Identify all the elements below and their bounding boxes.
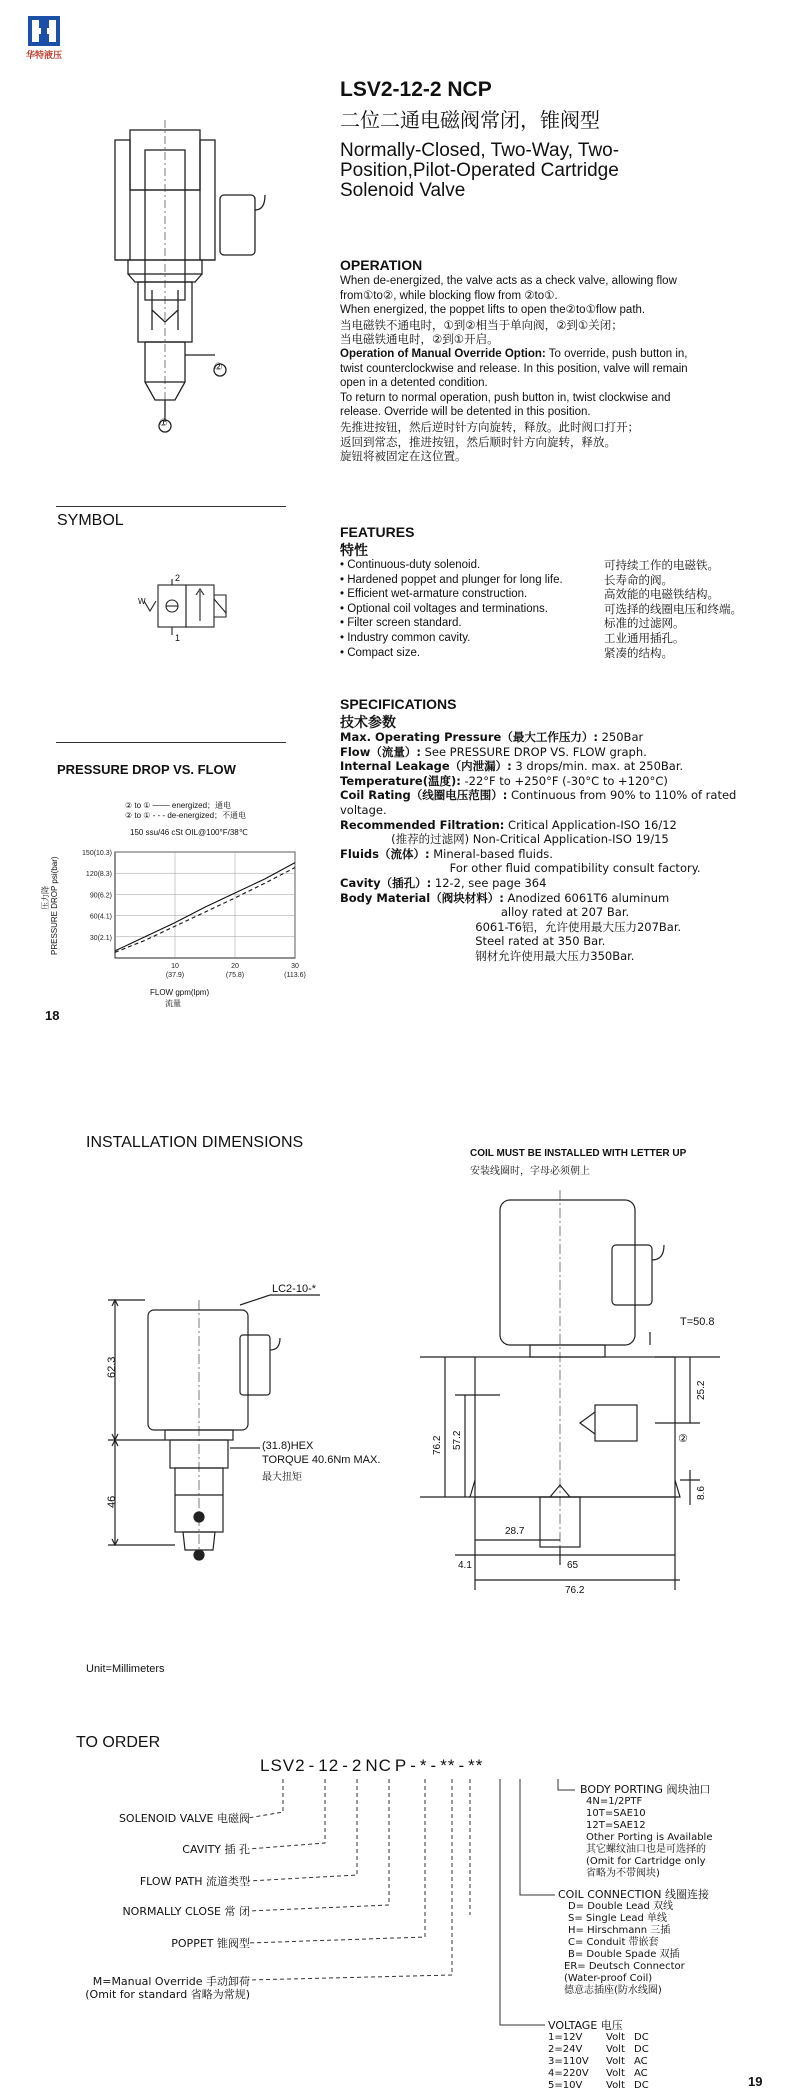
spec-key: Cavity（插孔）: <box>340 875 432 890</box>
spec-key: Fluids（流体）: <box>340 846 430 861</box>
override-line: 旋钮将被固定在这位置。 <box>340 449 467 464</box>
spec-key: Coil Rating（线圈电压范围）: <box>340 788 508 803</box>
order-code-segment: - <box>308 1756 316 1775</box>
override-line: release. Override will be detented in this position. <box>340 406 591 419</box>
feature-cn: 长寿命的阀。 <box>604 572 673 587</box>
features-heading-cn: 特性 <box>340 543 368 559</box>
order-label: SOLENOID VALVE 电磁阀 <box>118 1812 250 1825</box>
spec-value: (推荐的过滤网) Non-Critical Application-ISO 19/15 <box>340 832 669 847</box>
feature-en: • Hardened poppet and plunger for long life. <box>340 573 563 586</box>
chart-y-tick: 120(8.3) <box>85 871 112 879</box>
chart-y-tick: 60(4.1) <box>89 913 112 921</box>
chart-y-tick: 30(2.1) <box>89 934 112 942</box>
title-cn: 二位二通电磁阀常闭，锥阀型 <box>340 108 600 132</box>
chart-y-tick: 150(10.3) <box>82 850 112 857</box>
coil-connection-option: C= Conduit 带嵌套 <box>568 1937 659 1948</box>
symbol-heading: SYMBOL <box>57 512 124 529</box>
dim-25-2: 25.2 <box>696 1380 707 1400</box>
order-code-segment: ** <box>468 1756 484 1775</box>
override-line: twist counterclockwise and release. In this position, valve will remain <box>340 362 688 375</box>
voltage-cell: Volt <box>606 2080 625 2091</box>
chart-x-tick-sub: (113.6) <box>284 972 306 979</box>
feature-en: • Efficient wet-armature construction. <box>340 588 528 601</box>
override-heading: Operation of Manual Override Option: <box>340 347 546 360</box>
override-line: 返回到常态，推进按钮，然后顺时针方向旋转，释放。 <box>340 434 616 449</box>
voltage-cell: 1=12V <box>548 2032 583 2043</box>
body-porting-option: Other Porting is Available <box>586 1832 713 1843</box>
hex-label: (31.8)HEX <box>262 1440 314 1452</box>
graph-heading: PRESSURE DROP VS. FLOW <box>57 762 236 777</box>
order-code-segment: 12 <box>318 1756 340 1775</box>
dim-46: 46 <box>106 1495 118 1508</box>
title-en-3: Solenoid Valve <box>340 180 466 201</box>
spec-value: -22°F to +250°F (-30°C to +120°C) <box>460 773 668 788</box>
spec-key: Temperature(温度): <box>340 773 461 788</box>
body-porting-option: (Omit for Cartridge only <box>586 1856 706 1867</box>
operation-line: 当电磁铁通电时，②到①开启。 <box>340 332 499 347</box>
dim-76-2-v: 76.2 <box>432 1435 443 1455</box>
dim-65: 65 <box>567 1560 579 1571</box>
feature-cn: 可选择的线圈电压和终端。 <box>604 601 742 616</box>
order-label: M=Manual Override 手动卸荷 <box>92 1975 250 1988</box>
graph-condition: 150 ssu/46 cSt OIL@100°F/38℃ <box>130 828 248 837</box>
spec-value: 3 drops/min. max. at 250Bar. <box>511 759 684 774</box>
coil-connection-option: B= Double Spade 双插 <box>568 1949 680 1960</box>
dim-8-6: 8.6 <box>696 1486 707 1500</box>
dim-t-50-8: T=50.8 <box>680 1316 715 1328</box>
spec-key: Recommended Filtration: <box>340 817 505 832</box>
port-1-label: ① <box>159 418 168 429</box>
feature-en: • Industry common cavity. <box>340 631 471 644</box>
voltage-cell: DC <box>634 2032 649 2043</box>
voltage-option <box>548 2032 678 2044</box>
order-code-segment: - <box>410 1756 417 1775</box>
operation-line: 当电磁铁不通电时，①到②相当于单向阀，②到①关闭； <box>340 317 623 332</box>
spec-value: 250Bar <box>597 730 644 744</box>
spec-key: Max. Operating Pressure（最大工作压力）: <box>340 730 598 744</box>
port-2-label: ② <box>214 362 223 373</box>
symbol-w-label: W <box>138 597 146 606</box>
torque-label-cn: 最大扭矩 <box>262 1472 302 1483</box>
override-line: To override, push button in, <box>545 347 688 360</box>
order-label: POPPET 锥阀型 <box>171 1937 250 1950</box>
spec-key: Body Material（阀块材料）: <box>340 890 504 905</box>
order-code-segment: - <box>430 1756 438 1775</box>
graph-xlabel-cn: 流量 <box>165 999 181 1008</box>
spec-value: See PRESSURE DROP VS. FLOW graph. <box>420 744 647 759</box>
feature-cn: 工业通用插孔。 <box>604 630 685 645</box>
body-porting-option: 其它螺纹油口也是可选择的 <box>586 1844 706 1855</box>
dim-62-3: 62.3 <box>106 1356 118 1378</box>
order-code-segment: ** <box>440 1756 456 1775</box>
graph-legend-deenergized: ② to ① - - - de-energized；不通电 <box>125 811 247 820</box>
body-porting-heading: BODY PORTING 阀块油口 <box>580 1783 711 1796</box>
torque-label: TORQUE 40.6Nm MAX. <box>262 1454 381 1466</box>
page-number-18: 18 <box>45 1008 60 1023</box>
coil-connection-options <box>558 1889 709 1997</box>
graph-legend-energized: ② to ① ─── energized；通电 <box>125 801 232 810</box>
spec-value: alloy rated at 207 Bar. <box>340 905 630 920</box>
symbol-port-1: 1 <box>175 633 181 643</box>
graph-xlabel: FLOW gpm(lpm) <box>150 988 210 997</box>
order-code-segment: NC <box>365 1756 392 1775</box>
voltage-option <box>548 2080 678 2092</box>
order-label: CAVITY 插 孔 <box>182 1843 250 1856</box>
voltage-option <box>548 2068 678 2080</box>
brand-name: 华特液压 <box>25 51 62 61</box>
spec-value: Continuous from 90% to 110% of rated <box>507 788 737 803</box>
coil-note-cn: 安装线圈时，字母必须朝上 <box>470 1166 590 1177</box>
specs-heading-cn: 技术参数 <box>340 715 396 731</box>
order-label: FLOW PATH 流道类型 <box>139 1875 250 1888</box>
dim-4-1: 4.1 <box>458 1560 472 1571</box>
coil-connection-option: H= Hirschmann 三插 <box>568 1925 671 1936</box>
voltage-cell: 2=24V <box>548 2044 583 2055</box>
symbol-port-2: 2 <box>175 573 181 583</box>
feature-en: • Optional coil voltages and terminations. <box>340 602 548 615</box>
coil-connection-option: S= Single Lead 单线 <box>568 1913 668 1924</box>
override-line: 先推进按钮，然后逆时针方向旋转，释放。此时阀口打开； <box>340 419 639 434</box>
voltage-option <box>548 2044 678 2056</box>
voltage-cell: Volt <box>606 2044 625 2055</box>
coil-note: COIL MUST BE INSTALLED WITH LETTER UP <box>470 1148 687 1159</box>
voltage-cell: 3=110V <box>548 2056 589 2067</box>
spec-value: voltage. <box>340 802 387 817</box>
body-porting-option: 10T=SAE10 <box>586 1808 646 1819</box>
override-line: To return to normal operation, push button in, twist clockwise and <box>340 391 671 404</box>
body-porting-option: 12T=SAE12 <box>586 1820 646 1831</box>
operation-heading: OPERATION <box>340 257 423 273</box>
spec-key: Flow（流量）: <box>340 744 421 759</box>
title-en-2: Position,Pilot-Operated Cartridge <box>340 160 619 181</box>
order-code-segment: - <box>458 1756 466 1775</box>
spec-value: Steel rated at 350 Bar. <box>340 934 606 949</box>
voltage-cell: Volt <box>606 2032 625 2043</box>
voltage-cell: 5=10V <box>548 2080 583 2091</box>
spec-value: For other fluid compatibility consult factory. <box>340 861 701 876</box>
body-porting-option: 4N=1/2PTF <box>586 1796 643 1807</box>
coil-connection-option: (Water-proof Coil) <box>564 1973 653 1984</box>
order-code-segment: * <box>419 1756 428 1775</box>
spec-key: Internal Leakage（内泄漏）: <box>340 759 512 774</box>
order-code-segment: - <box>342 1756 349 1775</box>
feature-cn: 高效能的电磁铁结构。 <box>604 587 719 602</box>
override-line: open in a detented condition. <box>340 377 488 390</box>
chart-x-tick-sub: (75.8) <box>225 972 245 979</box>
install-heading: INSTALLATION DIMENSIONS <box>86 1134 304 1151</box>
spec-value: 12-2, see page 364 <box>431 875 547 890</box>
order-label: (Omit for standard 省略为常规) <box>85 1988 250 2001</box>
unit-note: Unit=Millimeters <box>86 1663 165 1675</box>
voltage-cell: AC <box>634 2056 648 2067</box>
operation-line: When de-energized, the valve acts as a check valve, allowing flow <box>340 275 677 287</box>
spec-value: 钢材允许使用最大压力350Bar. <box>340 948 635 963</box>
coil-code-label: LC2-10-* <box>272 1283 317 1295</box>
feature-en: • Continuous-duty solenoid. <box>340 559 481 571</box>
chart-x-tick: 30 <box>291 963 299 970</box>
spec-value: Anodized 6061T6 aluminum <box>503 890 670 905</box>
order-code-segment: LSV2 <box>260 1756 306 1775</box>
voltage-heading: VOLTAGE 电压 <box>548 2019 623 2032</box>
features-heading: FEATURES <box>340 524 415 540</box>
order-heading: TO ORDER <box>76 1734 161 1751</box>
coil-connection-heading: COIL CONNECTION 线圈连接 <box>558 1888 709 1901</box>
dim-57-2: 57.2 <box>452 1430 463 1450</box>
page-number-19: 19 <box>748 2074 763 2089</box>
feature-en: • Filter screen standard. <box>340 617 462 630</box>
dim-28-7: 28.7 <box>505 1526 525 1537</box>
graph-ylabel: PRESSURE DROP psi(bar) <box>50 856 59 955</box>
voltage-option <box>548 2056 678 2068</box>
voltage-cell: Volt <box>606 2056 625 2067</box>
order-code-segment: 2 <box>351 1756 363 1775</box>
body-porting-option: 省略为不带阀块) <box>586 1868 660 1879</box>
chart-y-tick: 90(6.2) <box>89 892 112 900</box>
spec-value: 6061-T6铝，允许使用最大压力207Bar. <box>340 919 682 934</box>
voltage-cell: DC <box>634 2044 649 2055</box>
model-number: LSV2-12-2 NCP <box>340 78 492 101</box>
voltage-options <box>548 2020 678 2092</box>
graph-ylabel-cn: 压力降 <box>41 886 50 910</box>
chart-x-tick: 10 <box>171 963 179 970</box>
voltage-cell: DC <box>634 2080 649 2091</box>
coil-connection-option: ER= Deutsch Connector <box>564 1961 685 1972</box>
spec-value: Mineral-based fluids. <box>429 846 553 861</box>
operation-line: When energized, the poppet lifts to open the②to①flow path. <box>340 304 646 317</box>
dim-76-2-h: 76.2 <box>565 1585 585 1596</box>
voltage-cell: 4=220V <box>548 2068 589 2079</box>
voltage-cell: Volt <box>606 2068 625 2079</box>
order-label: NORMALLY CLOSE 常 闭 <box>122 1905 250 1918</box>
operation-line: from①to②, while blocking flow from ②to①. <box>340 289 558 302</box>
order-code-segment: P <box>394 1756 408 1775</box>
title-en-1: Normally-Closed, Two-Way, Two- <box>340 140 620 161</box>
spec-value: Critical Application-ISO 16/12 <box>504 817 677 832</box>
feature-cn: 可持续工作的电磁铁。 <box>604 558 719 572</box>
install-port-2: ② <box>678 1433 688 1445</box>
voltage-cell: AC <box>634 2068 648 2079</box>
feature-en: • Compact size. <box>340 646 421 659</box>
chart-x-tick-sub: (37.9) <box>165 972 185 979</box>
specs-heading: SPECIFICATIONS <box>340 696 457 712</box>
chart-x-tick: 20 <box>231 963 239 970</box>
feature-cn: 标准的过滤网。 <box>604 616 685 631</box>
feature-cn: 紧凑的结构。 <box>604 645 673 660</box>
coil-connection-option: D= Double Lead 双线 <box>568 1901 674 1912</box>
body-porting-options <box>580 1784 712 1880</box>
coil-connection-option: 德意志插座(防水线圈) <box>564 1985 662 1996</box>
